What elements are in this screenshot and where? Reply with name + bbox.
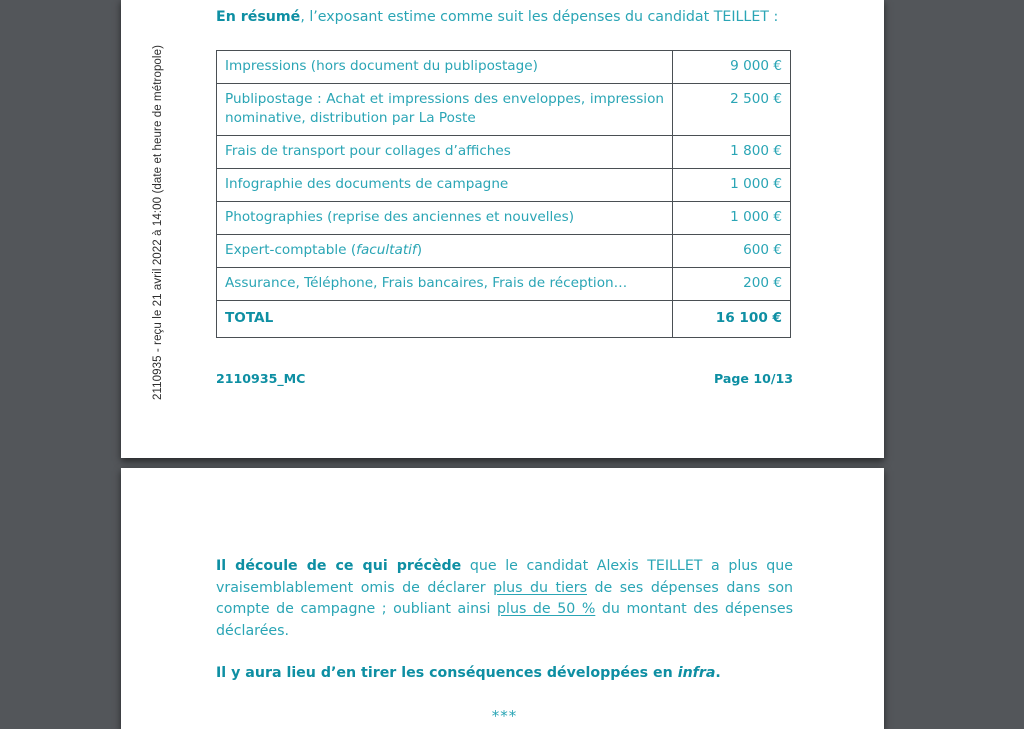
document-reference: 2110935_MC xyxy=(216,371,306,386)
table-row xyxy=(217,168,791,201)
expense-amount: 9 000 € xyxy=(673,50,791,83)
table-row xyxy=(217,234,791,267)
expense-label: Assurance, Téléphone, Frais bancaires, Frais de réception… xyxy=(217,267,673,300)
expense-label: Frais de transport pour collages d’affiches xyxy=(217,135,673,168)
document-page-1 xyxy=(121,0,884,458)
table-row xyxy=(217,201,791,234)
consequences-paragraph xyxy=(216,663,793,685)
expense-label: Infographie des documents de campagne xyxy=(217,168,673,201)
expense-label: Photographies (reprise des anciennes et nouvelles) xyxy=(217,201,673,234)
expense-label-post: ) xyxy=(416,241,423,258)
page-2-content xyxy=(216,556,793,725)
expense-amount: 200 € xyxy=(673,267,791,300)
table-row xyxy=(217,267,791,300)
conclusion-part2: de ses dépenses dans son compte de campagne ; oubliant ainsi xyxy=(216,579,793,617)
consequences-italic: infra xyxy=(677,665,716,681)
document-page-2 xyxy=(121,468,884,729)
conclusion-underline-1: plus du tiers xyxy=(493,579,587,596)
page-1-footer xyxy=(216,371,793,386)
expense-amount: 1 800 € xyxy=(673,135,791,168)
conclusion-underline-2: plus de 50 % xyxy=(497,601,596,617)
intro-rest: , l’exposant estime comme suit les dépenses du candidat TEILLET : xyxy=(300,9,779,25)
consequences-tail: . xyxy=(715,665,721,681)
expense-label: Publipostage : Achat et impressions des enveloppes, impression nominative, distribution par La Poste xyxy=(217,83,673,135)
expense-label xyxy=(217,234,673,267)
expense-amount: 600 € xyxy=(673,234,791,267)
expense-label-italic: facultatif xyxy=(356,241,417,258)
conclusion-lead: Il découle de ce qui précède xyxy=(216,558,462,574)
page-1-content xyxy=(216,7,793,338)
intro-lead: En résumé xyxy=(216,9,301,25)
reception-stamp-text: 2110935 - reçu le 21 avril 2022 à 14:00 (date et heure de métropole) xyxy=(152,44,164,400)
table-row xyxy=(217,135,791,168)
total-amount: 16 100 € xyxy=(673,300,791,337)
intro-paragraph xyxy=(216,7,793,29)
table-row xyxy=(217,50,791,83)
expense-amount: 1 000 € xyxy=(673,201,791,234)
expenses-table-wrapper xyxy=(216,50,793,338)
expenses-table xyxy=(216,50,791,338)
table-row-total xyxy=(217,300,791,337)
expenses-table-body xyxy=(217,50,791,337)
conclusion-paragraph xyxy=(216,556,793,642)
expense-amount: 1 000 € xyxy=(673,168,791,201)
table-row xyxy=(217,83,791,135)
total-label: TOTAL xyxy=(217,300,673,337)
consequences-lead: Il y aura lieu d’en tirer les conséquences développées en xyxy=(216,665,678,681)
expense-label-pre: Expert-comptable ( xyxy=(225,241,357,258)
conclusion-part3: du montant des dépenses déclarées. xyxy=(216,601,793,639)
section-separator: *** xyxy=(491,706,518,725)
expense-label: Impressions (hors document du publipostage) xyxy=(217,50,673,83)
page-number: Page 10/13 xyxy=(714,371,793,386)
expense-amount: 2 500 € xyxy=(673,83,791,135)
conclusion-part1: que le candidat Alexis TEILLET a plus que vraisemblablement omis de déclarer xyxy=(216,558,793,596)
